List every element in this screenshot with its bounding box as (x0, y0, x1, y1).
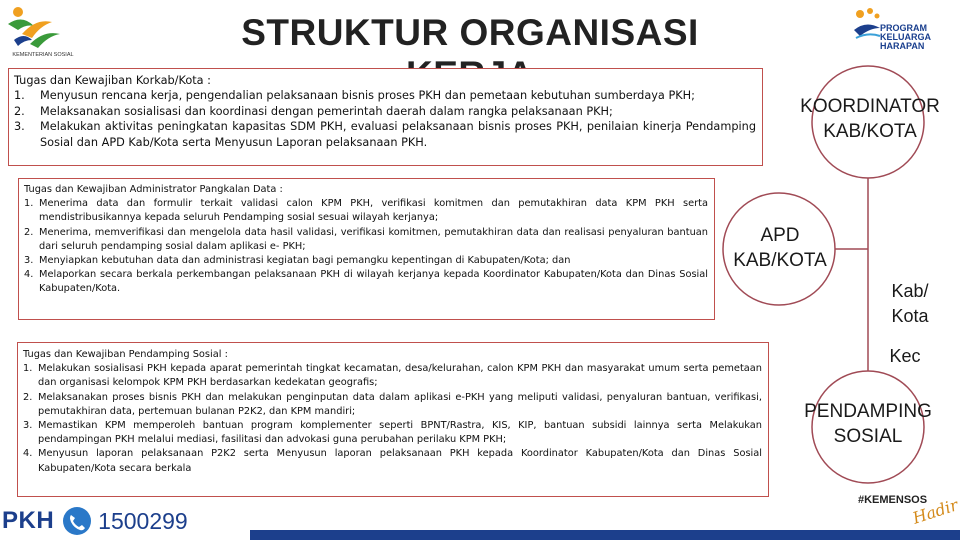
item-number: 1. (23, 363, 33, 375)
item-text: Menyusun rencana kerja, pengendalian pelaksanaan bisnis proses PKH dan pemetaan kebutuhan sumberdaya PKH; (40, 89, 695, 102)
item-number: 2. (24, 226, 34, 238)
apd-line-1: APD (760, 225, 800, 246)
hotline-number: 1500299 (98, 507, 188, 534)
list-item (23, 362, 762, 390)
item-number: 2. (14, 104, 25, 118)
item-number: 1. (14, 89, 25, 102)
pendamping-label (788, 399, 948, 449)
kec-label: Kec (889, 346, 921, 366)
list-item (23, 391, 762, 419)
item-number: 4. (23, 448, 33, 460)
phone-icon (60, 506, 94, 536)
item-number: 3. (14, 120, 25, 134)
list-item (24, 197, 708, 225)
apd-label (720, 223, 840, 273)
pkh-word: PKH (2, 507, 55, 534)
item-text: Menerima data dan formulir terkait validasi calon KPM PKH, verifikasi komitmen dan pemutakhiran data KPM PKH serta mendistribusikannya kepada seluruh Pendamping sosial sesuai wilayah kerjanya; (39, 198, 708, 224)
kemensos-logo (4, 4, 78, 64)
kemensos-emblem-icon (4, 4, 64, 52)
hadir-signature: Hadir (910, 495, 960, 528)
pkh-program-logo (852, 6, 956, 56)
list-item (24, 226, 708, 254)
item-text: Melakukan sosialisasi PKH kepada aparat pemerintah tingkat kecamatan, desa/kelurahan, calon KPM PKH dan masyarakat umum serta pemetaan dan organisasi kelompok KPM PKH berdasarkan kedekatan geografis; (38, 363, 762, 389)
korkab-duties-box (8, 68, 763, 166)
apd-duties-box (18, 178, 715, 320)
kab-line-1: Kab/ (891, 281, 929, 301)
koordinator-line-1: KOORDINATOR (800, 96, 940, 117)
kab-kota-label (870, 279, 950, 329)
list-item (23, 419, 762, 447)
footer-bar (250, 530, 960, 540)
pendamping-line-1: PENDAMPING (804, 401, 932, 422)
list-item (23, 447, 762, 475)
item-number: 4. (24, 269, 34, 281)
koordinator-label (780, 94, 960, 144)
list-item (14, 88, 756, 104)
list-item (24, 254, 708, 268)
pkh-figures-icon (852, 6, 882, 46)
item-number: 1. (24, 198, 34, 210)
box-title: Tugas dan Kewajiban Administrator Pangkalan Data : (24, 184, 283, 195)
list-item (24, 268, 708, 296)
box-title: Tugas dan Kewajiban Korkab/Kota : (14, 74, 211, 87)
item-text: Memastikan KPM memperoleh bantuan program komplementer seperti BPNT/Rastra, KIS, KIP, bantuan subsidi lainnya serta Melakukan pendampingan PKH melalui mediasi, fasilitasi dan advokasi guna perubahan perilaku KPM PKH; (38, 420, 762, 446)
item-text: Melakukan aktivitas peningkatan kapasitas SDM PKH, evaluasi pelaksanaan bisnis proses PKH, penilaian kinerja Pendamping Sosial dan APD Kab/Kota serta Menyusun Laporan pelaksanaan PKH. (40, 120, 756, 149)
logo-right-line-1: PROGRAM (880, 23, 927, 33)
apd-line-2: KAB/KOTA (733, 250, 827, 271)
hashtag-kemensos: #KEMENSOS (858, 494, 928, 506)
kab-line-2: Kota (891, 306, 929, 326)
item-number: 3. (24, 255, 34, 267)
item-text: Menyiapkan kebutuhan data dan administrasi kegiatan bagi pemangku kepentingan di Kabupaten/Kota; dan (39, 255, 571, 267)
item-number: 3. (23, 420, 33, 432)
duties-list (23, 362, 762, 476)
logo-right-line-3: HARAPAN (880, 41, 925, 51)
logo-left-caption: KEMENTERIAN SOSIAL (12, 52, 74, 58)
duties-list (24, 197, 708, 296)
logo-right-caption (880, 24, 931, 51)
box-title: Tugas dan Kewajiban Pendamping Sosial : (23, 349, 228, 360)
item-number: 2. (23, 391, 33, 403)
item-text: Menerima, memverifikasi dan mengelola data hasil validasi, verifikasi komitmen, pemutakhiran data dan realisasi penyaluran bantuan dari seluruh pendamping sosial dalam aplikasi e- PKH; (39, 226, 708, 252)
pendamping-duties-box (17, 342, 769, 497)
koordinator-line-2: KAB/KOTA (823, 121, 917, 142)
list-item (14, 104, 756, 120)
item-text: Melaksanakan proses bisnis PKH dan melakukan penginputan data dalam aplikasi e-PKH yang meliputi validasi, penyaluran bantuan, verifikasi, pemutakhiran data, pertemuan bulanan P2K2, dan KPM mandiri; (38, 391, 762, 417)
item-text: Menyusun laporan pelaksanaan P2K2 serta Menyusun laporan pelaksanaan PKH kepada Koordinator Kabupaten/Kota dan Dinas Sosial Kabupaten/Kota secara berkala (38, 448, 762, 474)
item-text: Melaporkan secara berkala perkembangan pelaksanaan PKH di wilayah kerjanya kepada Koordinator Kabupaten/Kota dan Dinas Sosial Kabupaten/Kota. (39, 269, 708, 295)
pendamping-line-2: SOSIAL (833, 426, 903, 447)
page-title: STRUKTUR ORGANISASI (241, 12, 699, 53)
logo-right-line-2: KELUARGA (880, 32, 931, 42)
duties-list (14, 88, 756, 150)
list-item (14, 119, 756, 150)
pkh-hotline (2, 506, 188, 536)
item-text: Melaksanakan sosialisasi dan koordinasi dengan pemerintah daerah dalam rangka pelaksanaan PKH; (40, 104, 613, 118)
